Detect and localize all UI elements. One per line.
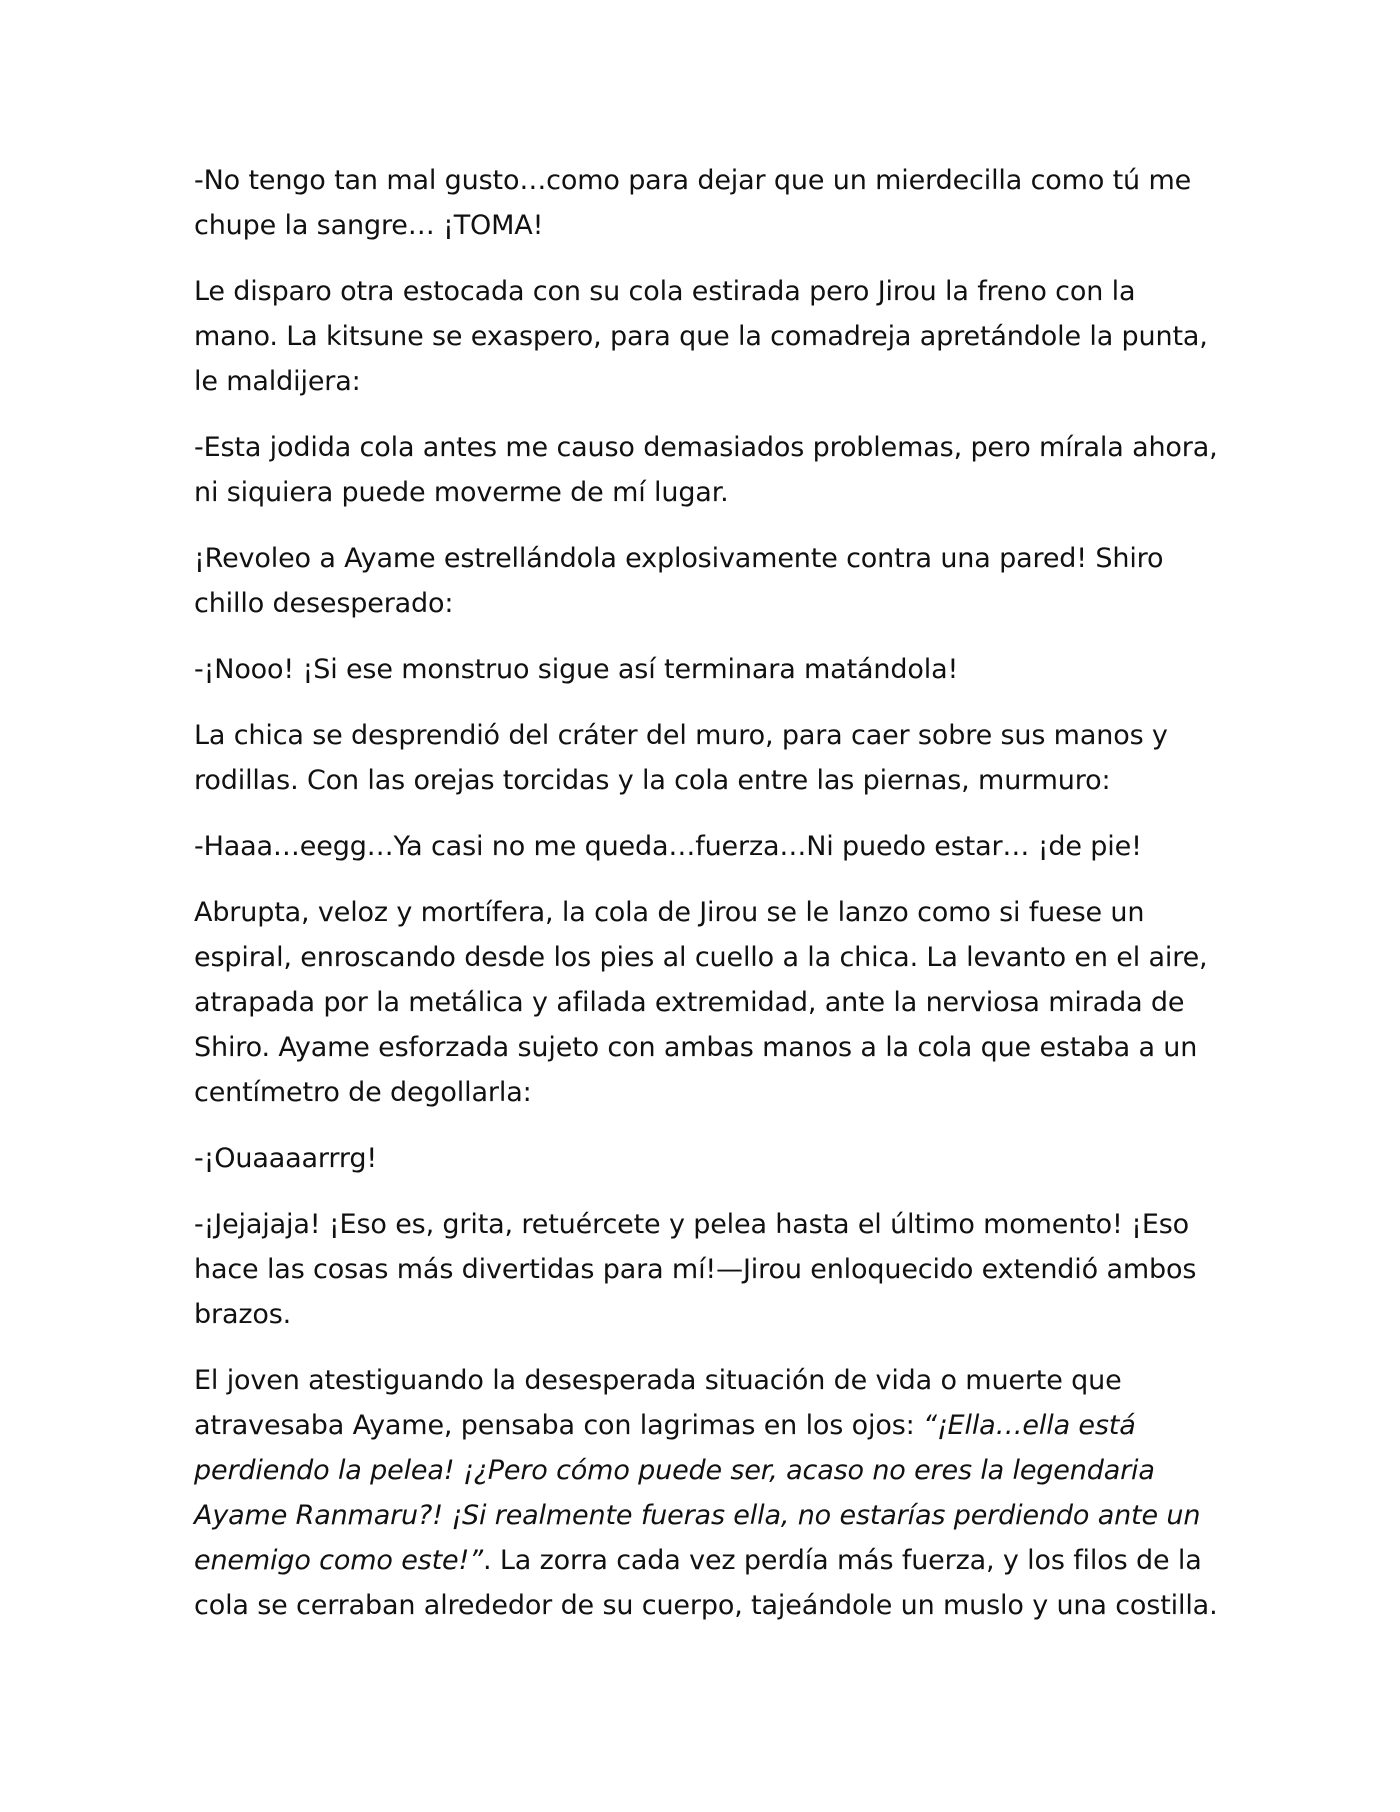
paragraph-text: . La zorra cada vez perdía más fuerza, y los filos de la cola se cerraban alrededor de su cuerpo, tajeándole un muslo y una costilla. — [194, 1545, 1218, 1621]
paragraph — [194, 1358, 1220, 1628]
paragraph — [194, 425, 1220, 515]
paragraph-text: -Haaa…eegg…Ya casi no me queda…fuerza…Ni puedo estar… ¡de pie! — [194, 831, 1142, 862]
paragraph-text: ¡Revoleo a Ayame estrellándola explosivamente contra una pared! Shiro chillo desesperado: — [194, 543, 1164, 619]
paragraph — [194, 890, 1220, 1115]
paragraph-text: -No tengo tan mal gusto…como para dejar que un mierdecilla como tú me chupe la sangre… ¡TOMA! — [194, 165, 1192, 241]
paragraph — [194, 1136, 1220, 1181]
paragraph-text: Le disparo otra estocada con su cola estirada pero Jirou la freno con la mano. La kitsune se exaspero, para que la comadreja apretándole la punta, le maldijera: — [194, 276, 1208, 397]
inner-thought-text: “¡Ella…ella está perdiendo la pelea! ¡¿Pero cómo puede ser, acaso no eres la legendaria Ayame Ranmaru?! ¡Si realmente fueras ella, no estarías perdiendo ante un enemigo como este!” — [194, 1410, 1201, 1576]
text-body — [194, 158, 1220, 1628]
paragraph-text: Abrupta, veloz y mortífera, la cola de Jirou se le lanzo como si fuese un espiral, enroscando desde los pies al cuello a la chica. La levanto en el aire, atrapada por la metálica y afilada extremidad, ante la nerviosa mirada de Shiro. Ayame esforzada sujeto con ambas manos a la cola que estaba a un centímetro de degollarla: — [194, 897, 1208, 1108]
paragraph — [194, 713, 1220, 803]
paragraph-text: La chica se desprendió del cráter del muro, para caer sobre sus manos y rodillas. Con las orejas torcidas y la cola entre las piernas, murmuro: — [194, 720, 1168, 796]
paragraph-text: El joven atestiguando la desesperada situación de vida o muerte que atravesaba Ayame, pensaba con lagrimas en los ojos: — [194, 1365, 1122, 1441]
paragraph — [194, 1202, 1220, 1337]
paragraph — [194, 647, 1220, 692]
paragraph-text: -Esta jodida cola antes me causo demasiados problemas, pero mírala ahora, ni siquiera puede moverme de mí lugar. — [194, 432, 1218, 508]
paragraph — [194, 824, 1220, 869]
paragraph-text: -¡Nooo! ¡Si ese monstruo sigue así terminara matándola! — [194, 654, 959, 685]
paragraph-text: -¡Ouaaaarrrg! — [194, 1143, 378, 1174]
paragraph — [194, 158, 1220, 248]
paragraph — [194, 269, 1220, 404]
paragraph-text: -¡Jejajaja! ¡Eso es, grita, retuércete y pelea hasta el último momento! ¡Eso hace las cosas más divertidas para mí!—Jirou enloquecido extendió ambos brazos. — [194, 1209, 1197, 1330]
paragraph — [194, 536, 1220, 626]
